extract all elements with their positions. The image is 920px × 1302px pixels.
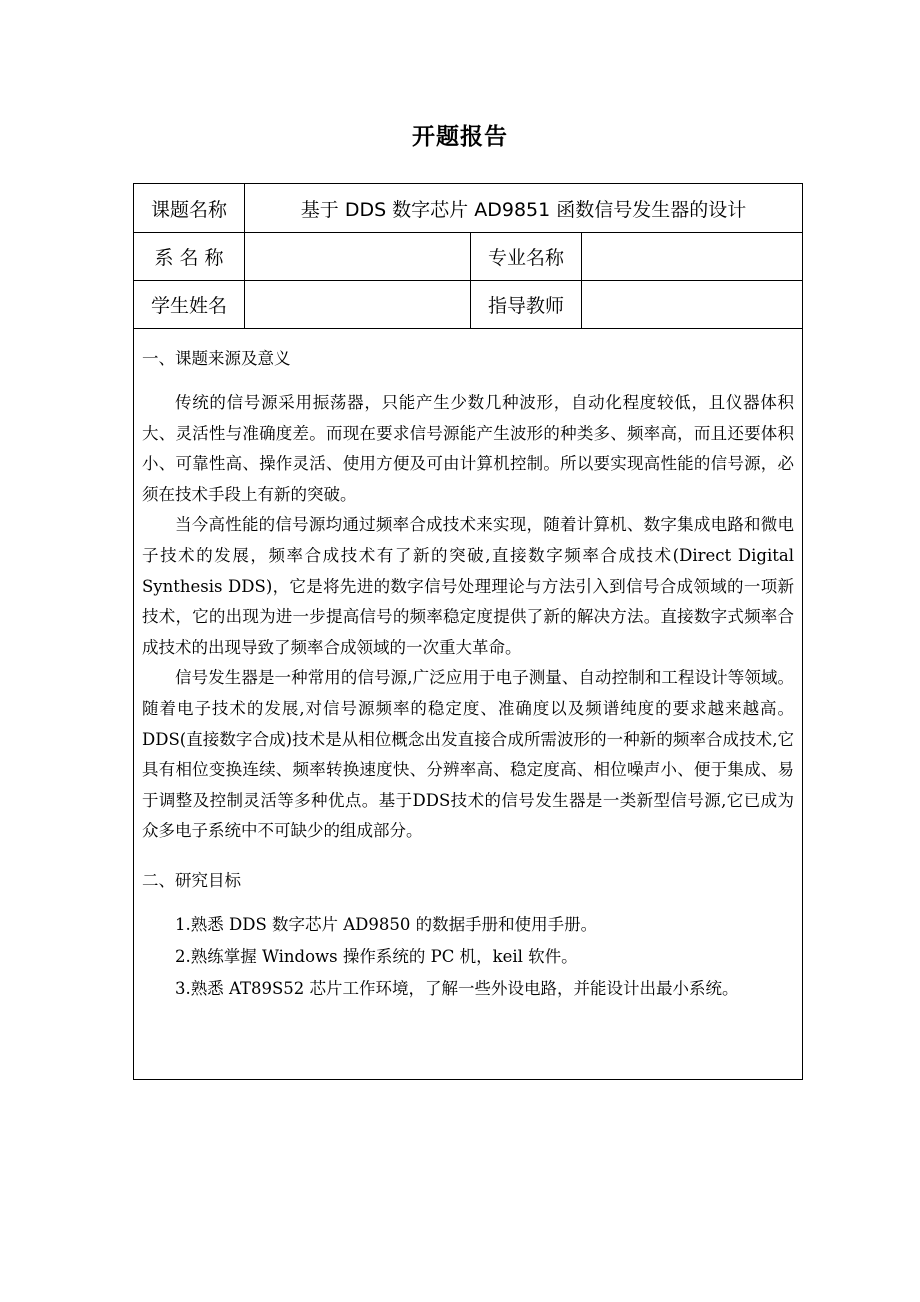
dept-major-row: [134, 233, 803, 281]
content-body: [134, 329, 802, 1005]
topic-label: 课题名称: [134, 184, 245, 233]
goal-item: 1.熟悉 DDS 数字芯片 AD9850 的数据手册和使用手册。: [175, 914, 598, 934]
topic-row: [134, 184, 803, 233]
section1-paragraph: 信号发生器是一种常用的信号源,广泛应用于电子测量、自动控制和工程设计等领域。随着电子技术的发展,对信号源频率的稳定度、准确度以及频谱纯度的要求越来越高。DDS(直接数字合成)技术是从相位概念出发直接合成所需波形的一种新的频率合成技术,它具有相位变换连续、频率转换速度快、分辨率高、稳定度高、相位噪声小、便于集成、易于调整及控制灵活等多种优点。基于DDS技术的信号发生器是一类新型信号源,它已成为众多电子系统中不可缺少的组成部分。: [142, 668, 795, 841]
dept-value: [245, 233, 471, 281]
dept-label: 系 名 称: [134, 233, 245, 281]
content-row: [134, 329, 803, 1080]
content-cell: [134, 329, 803, 1080]
student-advisor-row: [134, 281, 803, 329]
student-value: [245, 281, 471, 329]
report-form-table: [133, 183, 803, 1080]
major-label: 专业名称: [471, 233, 582, 281]
page-title: 开题报告: [412, 124, 508, 150]
student-label: 学生姓名: [134, 281, 245, 329]
major-value: [582, 233, 803, 281]
goal-item: 3.熟悉 AT89S52 芯片工作环境，了解一些外设电路，并能设计出最小系统。: [175, 978, 739, 998]
section2-heading: 二、研究目标: [142, 870, 241, 890]
section1-paragraph: 当今高性能的信号源均通过频率合成技术来实现，随着计算机、数字集成电路和微电子技术的发展，频率合成技术有了新的突破,直接数字频率合成技术(Direct Digital Synthesis DDS)，它是将先进的数字信号处理理论与方法引入到信号合成领域的一项新技术，它的出现为进一步提高信号的频率稳定度提供了新的解决方法。直接数字式频率合成技术的出现导致了频率合成领域的一次重大革命。: [142, 515, 795, 657]
topic-value: 基于 DDS 数字芯片 AD9851 函数信号发生器的设计: [245, 184, 803, 233]
section1-heading: 一、课题来源及意义: [142, 349, 291, 368]
advisor-label: 指导教师: [471, 281, 582, 329]
advisor-value: [582, 281, 803, 329]
section1-paragraph: 传统的信号源采用振荡器，只能产生少数几种波形，自动化程度较低，且仪器体积大、灵活性与准确度差。而现在要求信号源能产生波形的种类多、频率高，而且还要体积小、可靠性高、操作灵活、使用方便及可由计算机控制。所以要实现高性能的信号源，必须在技术手段上有新的突破。: [142, 393, 795, 504]
goal-item: 2.熟练掌握 Windows 操作系统的 PC 机，keil 软件。: [175, 946, 578, 966]
